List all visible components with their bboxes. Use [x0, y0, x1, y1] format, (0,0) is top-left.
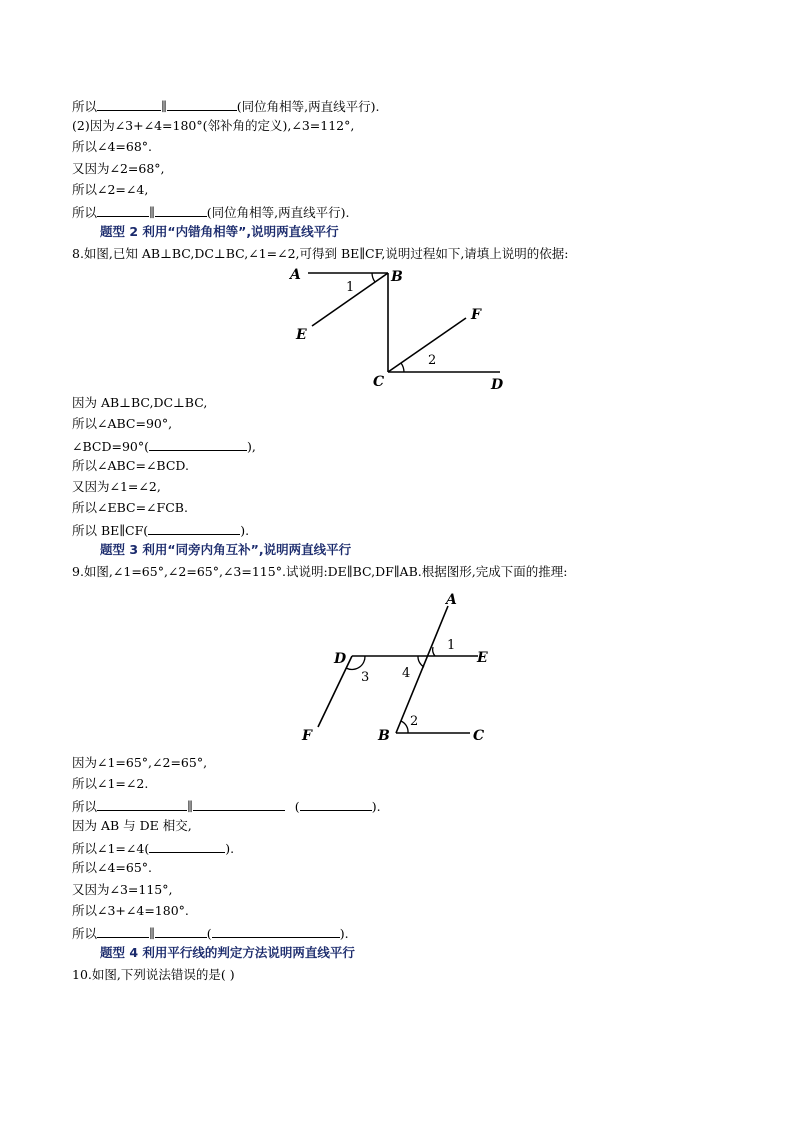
text: 所以 [72, 99, 98, 114]
text-line [72, 924, 349, 942]
answer-blank[interactable] [193, 797, 285, 811]
text-line: 所以∠2=∠4, [72, 182, 149, 197]
text: ), [246, 439, 256, 454]
section-heading: 题型 4 利用平行线的判定方法说明两直线平行 [100, 945, 355, 960]
label-e: E [296, 327, 307, 343]
label-angle-3: 3 [361, 670, 370, 685]
label-c: C [373, 374, 385, 390]
angle-2-arc [401, 721, 408, 733]
answer-blank[interactable] [97, 797, 187, 811]
label-c: C [473, 728, 485, 744]
text: 所以 BE∥CF( [72, 523, 149, 538]
text-line [72, 839, 234, 857]
text: ( [206, 926, 212, 941]
label-b: B [391, 269, 403, 285]
answer-blank[interactable] [149, 839, 225, 853]
section-heading: 题型 2 利用“内错角相等”,说明两直线平行 [100, 224, 339, 239]
label-d: D [334, 651, 347, 667]
label-f: F [302, 728, 312, 744]
question-stem: 9.如图,∠1=65°,∠2=65°,∠3=115°.试说明:DE∥BC,DF∥AB.根据图形,完成下面的推理: [72, 564, 568, 579]
text-line [72, 797, 381, 815]
text: 所以∠1=∠4( [72, 841, 150, 856]
text-line: (2)因为∠3+∠4=180°(邻补角的定义),∠3=112°, [72, 118, 355, 133]
text: 所以 [72, 205, 98, 220]
section-heading: 题型 3 利用“同旁内角互补”,说明两直线平行 [100, 542, 352, 557]
text: ( [294, 799, 300, 814]
label-e: E [477, 650, 488, 666]
text: (同位角相等,两直线平行). [206, 205, 350, 220]
answer-blank[interactable] [155, 924, 207, 938]
label-angle-2: 2 [428, 353, 437, 368]
label-angle-1: 1 [346, 280, 355, 295]
parallel-symbol: ∥ [149, 926, 155, 941]
text-line: 因为 AB 与 DE 相交, [72, 818, 192, 833]
answer-blank[interactable] [212, 924, 340, 938]
text-line: 又因为∠3=115°, [72, 882, 173, 897]
text: 所以 [72, 926, 98, 941]
question-stem: 8.如图,已知 AB⊥BC,DC⊥BC,∠1=∠2,可得到 BE∥CF,说明过程如下,请填上说明的依据: [72, 246, 569, 261]
label-a: A [290, 267, 301, 283]
text-line: 所以∠ABC=∠BCD. [72, 458, 189, 473]
angle-1-arc [433, 647, 435, 656]
text: 所以 [72, 799, 98, 814]
text-line: 因为 AB⊥BC,DC⊥BC, [72, 395, 208, 410]
label-angle-4: 4 [402, 666, 411, 681]
text: ). [240, 523, 250, 538]
text-line: 因为∠1=65°,∠2=65°, [72, 755, 208, 770]
answer-blank[interactable] [97, 924, 149, 938]
answer-blank[interactable] [300, 797, 372, 811]
text-line: 所以∠1=∠2. [72, 776, 149, 791]
label-angle-1: 1 [447, 638, 456, 653]
parallel-symbol: ∥ [149, 205, 155, 220]
text: ). [371, 799, 381, 814]
label-a: A [446, 592, 457, 608]
text: ). [225, 841, 235, 856]
text-line: 所以∠4=65°. [72, 860, 153, 875]
text-line: 所以∠3+∠4=180°. [72, 903, 189, 918]
label-d: D [491, 377, 504, 393]
text-line: 又因为∠2=68°, [72, 161, 165, 176]
text-line: 又因为∠1=∠2, [72, 479, 161, 494]
parallel-symbol: ∥ [187, 799, 193, 814]
parallel-symbol: ∥ [161, 99, 167, 114]
label-f: F [471, 307, 481, 323]
text-line: 所以∠4=68°. [72, 139, 153, 154]
label-angle-2: 2 [410, 714, 419, 729]
text: ∠BCD=90°( [72, 439, 149, 454]
text-line: 所以∠ABC=90°, [72, 416, 173, 431]
text: ). [339, 926, 349, 941]
text: (同位角相等,两直线平行). [236, 99, 380, 114]
text-line: 所以∠EBC=∠FCB. [72, 500, 188, 515]
label-b: B [378, 728, 390, 744]
question-stem: 10.如图,下列说法错误的是( ) [72, 967, 235, 982]
